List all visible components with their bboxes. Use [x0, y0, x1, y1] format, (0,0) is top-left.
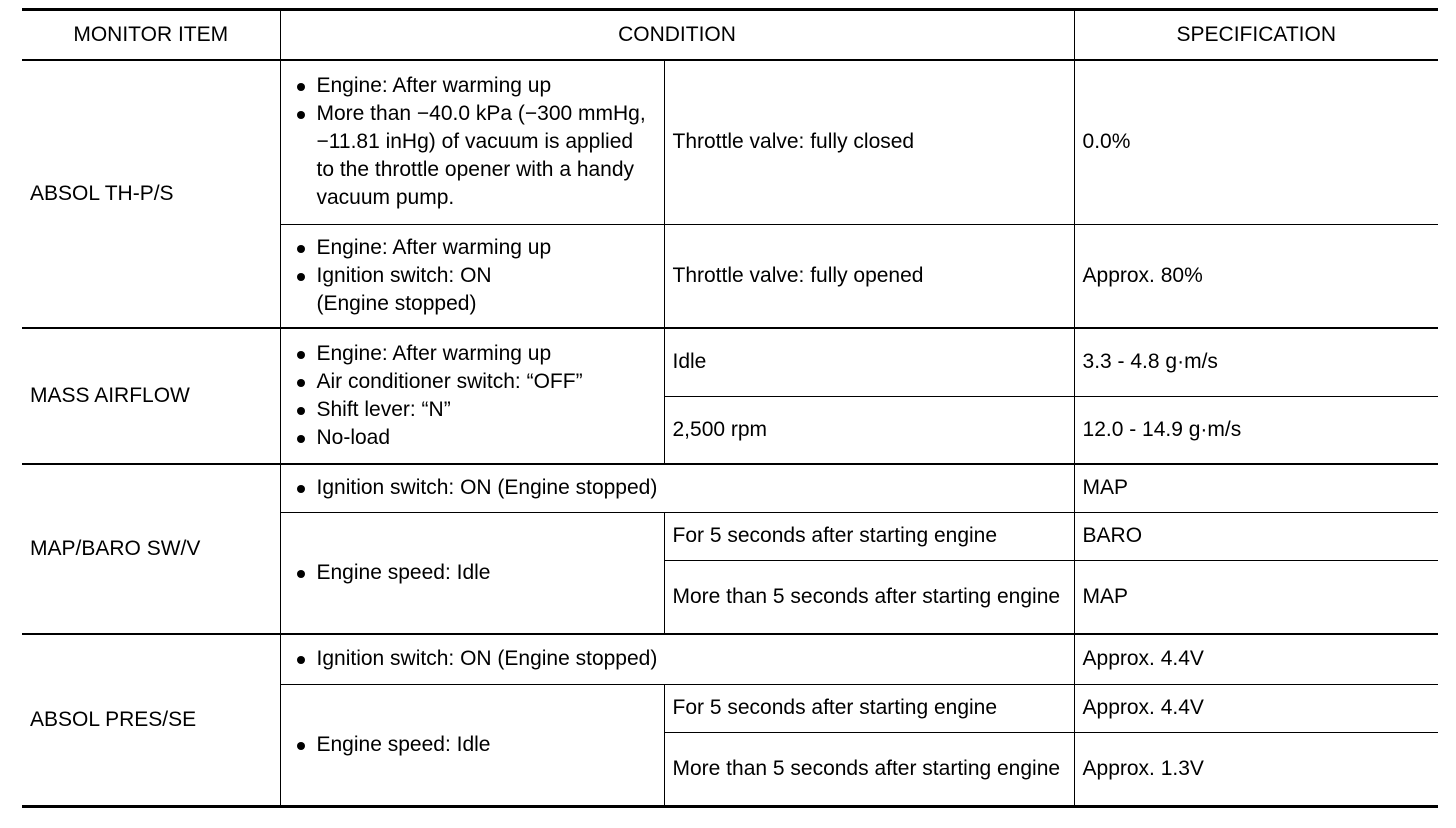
condition-list — [289, 340, 656, 452]
condition-bullet: More than −40.0 kPa (−300 mmHg, −11.81 inHg) of vacuum is applied to the throttle opener with a handy vacuum pump. — [289, 100, 656, 212]
condition-bullet: Engine speed: Idle — [289, 559, 656, 587]
spec-cell: Approx. 1.3V — [1074, 732, 1438, 806]
condition-bullet: Ignition switch: ON (Engine stopped) — [289, 645, 1066, 673]
condition-extra: (Engine stopped) — [316, 291, 477, 315]
spec-cell: MAP — [1074, 560, 1438, 634]
specification-table — [22, 8, 1438, 808]
spec-cell: 0.0% — [1074, 60, 1438, 224]
header-specification: SPECIFICATION — [1074, 10, 1438, 61]
condition-bullet: No-load — [289, 424, 656, 452]
sub-condition-cell: Idle — [664, 328, 1074, 396]
table-row — [22, 60, 1438, 224]
spec-cell: BARO — [1074, 512, 1438, 560]
header-monitor-item: MONITOR ITEM — [22, 10, 280, 61]
condition-bullet: Engine: After warming up — [289, 72, 656, 100]
condition-bullet: Engine: After warming up — [289, 340, 656, 368]
table-row — [22, 464, 1438, 512]
condition-cell — [280, 224, 664, 328]
sub-condition-cell: Throttle valve: fully closed — [664, 60, 1074, 224]
condition-list — [289, 72, 656, 212]
monitor-item-mass-airflow: MASS AIRFLOW — [22, 328, 280, 464]
sub-condition-cell: 2,500 rpm — [664, 396, 1074, 464]
table-row — [22, 328, 1438, 396]
header-condition: CONDITION — [280, 10, 1074, 61]
monitor-item-map-baro: MAP/BARO SW/V — [22, 464, 280, 634]
sub-condition-cell: More than 5 seconds after starting engine — [664, 560, 1074, 634]
condition-list — [289, 559, 656, 587]
condition-bullet: Ignition switch: ON (Engine stopped) — [289, 474, 1066, 502]
condition-list — [289, 234, 656, 290]
condition-cell — [280, 684, 664, 806]
spec-cell: 3.3 - 4.8 g·m/s — [1074, 328, 1438, 396]
condition-list — [289, 645, 1066, 673]
sub-condition-cell: For 5 seconds after starting engine — [664, 684, 1074, 732]
spec-cell: Approx. 80% — [1074, 224, 1438, 328]
spec-cell: Approx. 4.4V — [1074, 634, 1438, 684]
condition-bullet: Engine speed: Idle — [289, 731, 656, 759]
sub-condition-cell: Throttle valve: fully opened — [664, 224, 1074, 328]
condition-bullet: Air conditioner switch: “OFF” — [289, 368, 656, 396]
condition-bullet: Shift lever: “N” — [289, 396, 656, 424]
monitor-item-absol-pres: ABSOL PRES/SE — [22, 634, 280, 806]
condition-cell — [280, 328, 664, 464]
condition-bullet: Engine: After warming up — [289, 234, 656, 262]
condition-bullet: Ignition switch: ON — [289, 262, 656, 290]
monitor-item-absol-thps: ABSOL TH-P/S — [22, 60, 280, 328]
spec-cell: Approx. 4.4V — [1074, 684, 1438, 732]
condition-list — [289, 731, 656, 759]
condition-list — [289, 474, 1066, 502]
sub-condition-cell: For 5 seconds after starting engine — [664, 512, 1074, 560]
condition-cell — [280, 634, 1074, 684]
condition-cell — [280, 60, 664, 224]
condition-cell — [280, 464, 1074, 512]
table-header-row — [22, 10, 1438, 61]
sub-condition-cell: More than 5 seconds after starting engine — [664, 732, 1074, 806]
spec-cell: 12.0 - 14.9 g·m/s — [1074, 396, 1438, 464]
spec-cell: MAP — [1074, 464, 1438, 512]
table-row — [22, 634, 1438, 684]
condition-cell — [280, 512, 664, 634]
